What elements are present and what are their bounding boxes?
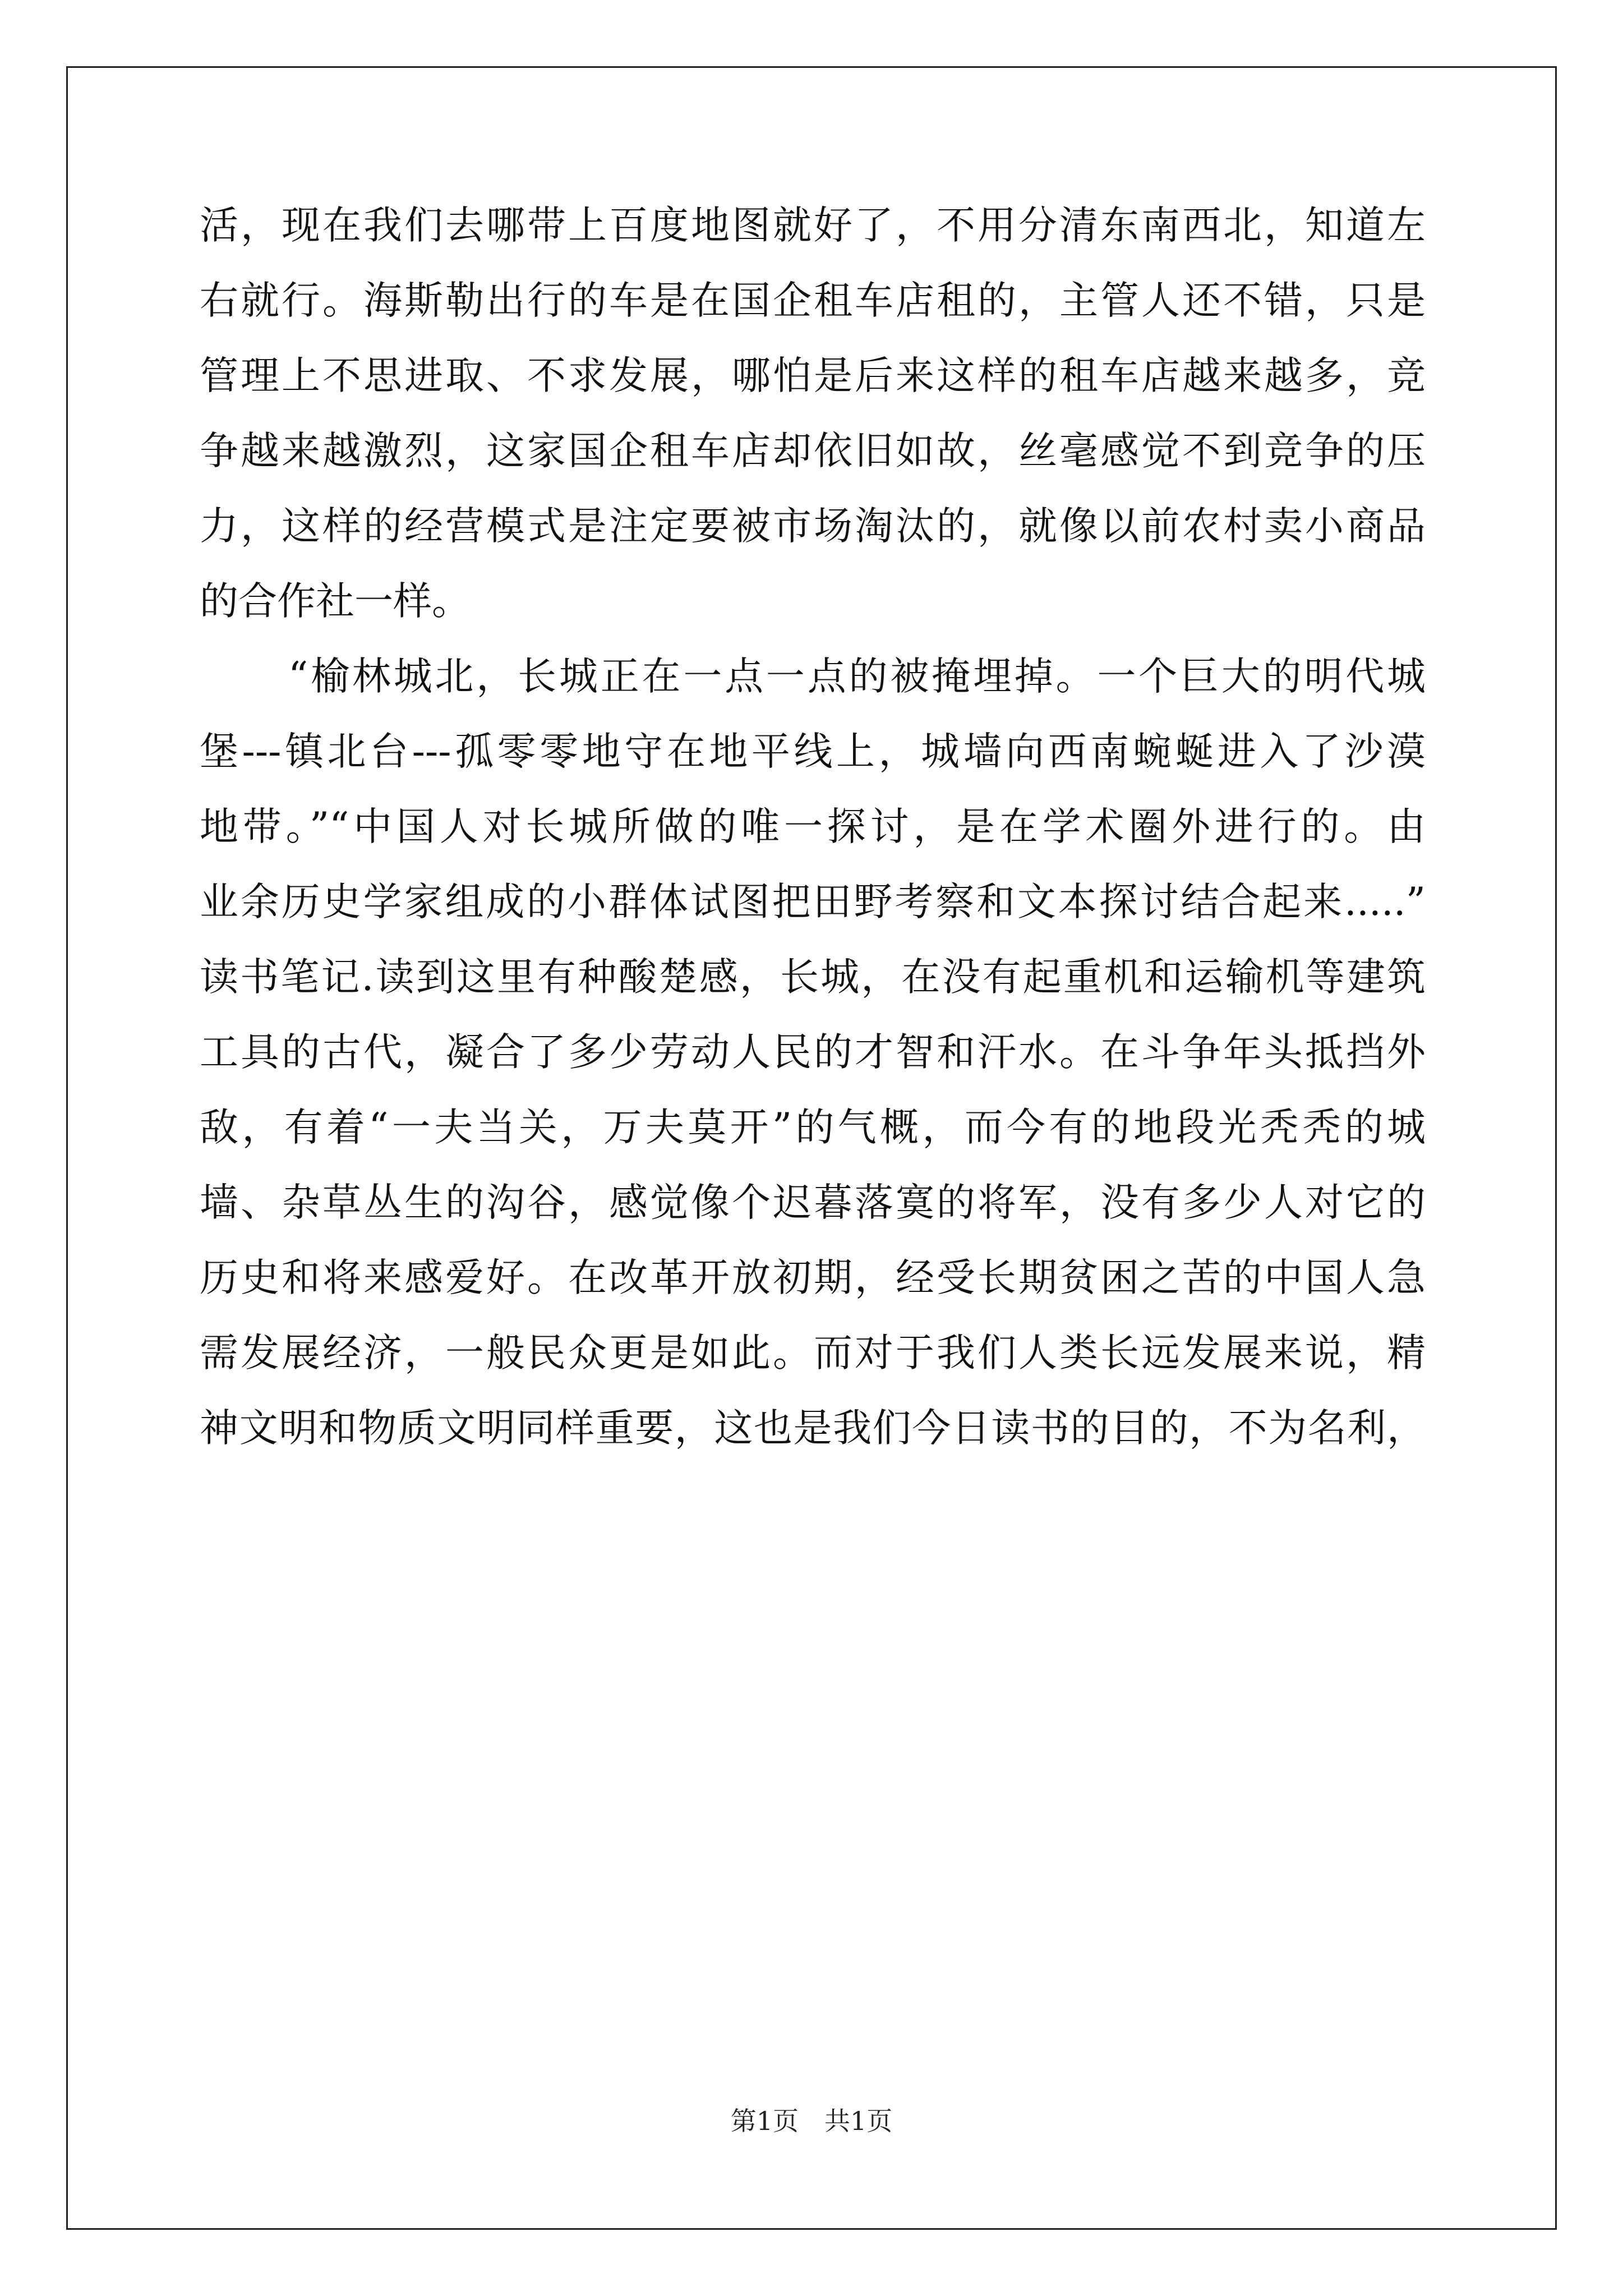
page-number-footer: 第1页 共1页 [730,2106,893,2136]
text-line: 堡---镇北台---孤零零地守在地平线上，城墙向西南蜿蜒进入了沙漠 [200,729,1426,774]
text-line: 工具的古代，凝合了多少劳动人民的才智和汗水。在斗争年头抵挡外 [200,1030,1426,1075]
text-line: “榆林城北，长城正在一点一点的被掩埋掉。一个巨大的明代城 [288,654,1426,699]
text-line: 管理上不思进取、不求发展，哪怕是后来这样的租车店越来越多，竞 [200,353,1426,398]
text-line: 需发展经济，一般民众更是如此。而对于我们人类长远发展来说，精 [200,1331,1426,1375]
text-line: 墙、杂草丛生的沟谷，感觉像个迟暮落寞的将军，没有多少人对它的 [200,1180,1426,1225]
text-line: 敌，有着“一夫当关，万夫莫开”的气概，而今有的地段光秃秃的城 [200,1105,1426,1150]
text-line: 读书笔记.读到这里有种酸楚感，长城，在没有起重机和运输机等建筑 [200,955,1426,1000]
text-line: 争越来越激烈，这家国企租车店却依旧如故，丝毫感觉不到竞争的压 [200,429,1426,473]
text-line: 力，这样的经营模式是注定要被市场淘汰的，就像以前农村卖小商品 [200,504,1426,549]
text-line: 活，现在我们去哪带上百度地图就好了，不用分清东南西北，知道左 [200,203,1426,248]
text-line: 右就行。海斯勒出行的车是在国企租车店租的，主管人还不错，只是 [200,278,1426,323]
document-body [200,188,1426,1466]
text-line: 历史和将来感爱好。在改革开放初期，经受长期贫困之苦的中国人急 [200,1255,1426,1300]
text-line: 地带。”“中国人对长城所做的唯一探讨，是在学术圈外进行的。由 [200,804,1426,849]
text-line: 神文明和物质文明同样重要，这也是我们今日读书的目的，不为名利， [200,1406,1426,1451]
text-line: 业余历史学家组成的小群体试图把田野考察和文本探讨结合起来.....” [200,880,1426,924]
text-line: 的合作社一样。 [200,579,471,624]
